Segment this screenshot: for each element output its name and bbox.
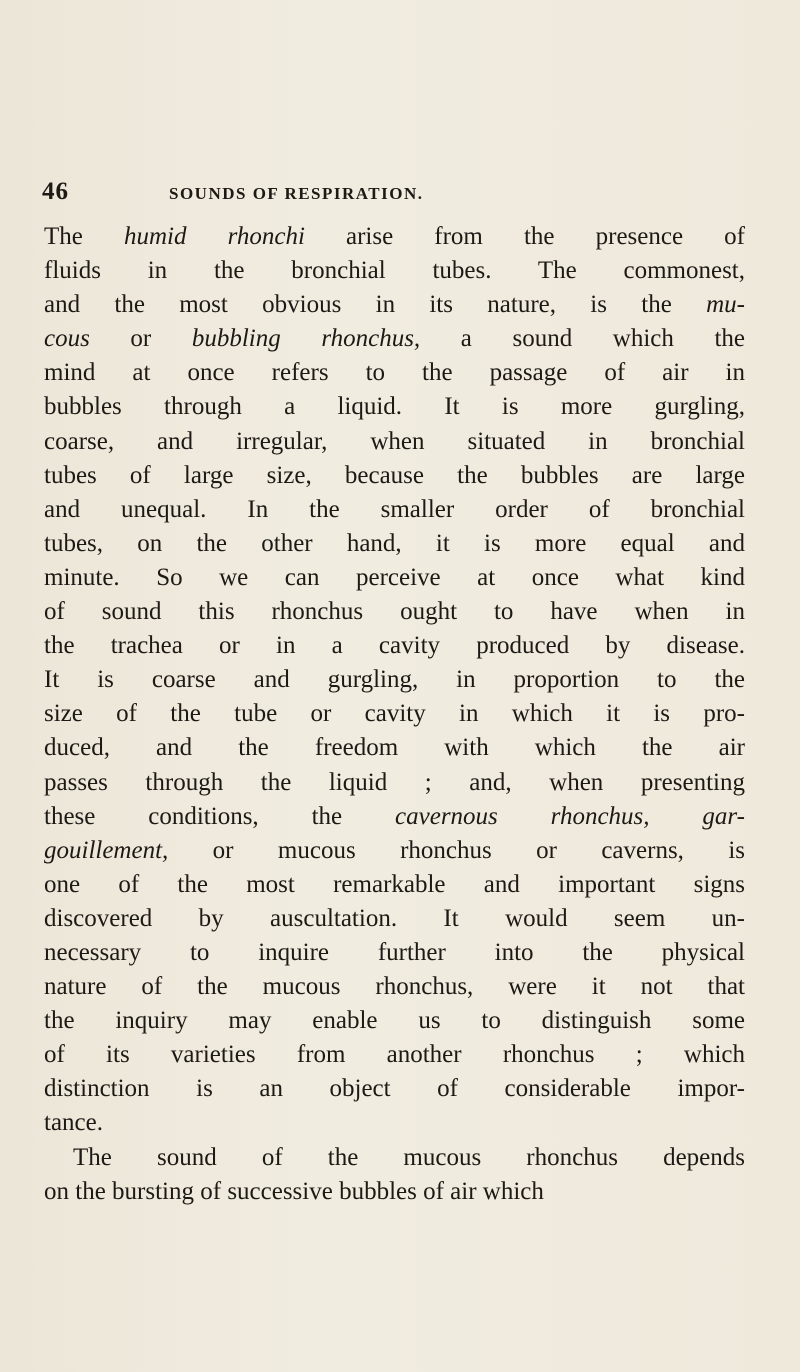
text-line: [44, 868, 745, 902]
text-line: [44, 356, 745, 390]
text-line: [44, 663, 745, 697]
text-run: minute. So we can perceive at once what kind: [44, 563, 745, 591]
text-line: [44, 766, 745, 800]
text-run: necessary to inquire further into the physical: [44, 938, 745, 966]
text-line: [44, 1141, 745, 1175]
text-line: [44, 834, 745, 868]
text-run: mind at once refers to the passage of air in: [44, 359, 745, 387]
text-line: [44, 1072, 745, 1106]
text-line: [44, 629, 745, 663]
text-line: [44, 390, 745, 424]
text-run: these conditions, the: [44, 802, 396, 830]
text-line: [44, 697, 745, 731]
italic-term: cavernous rhonchus, gar-: [395, 802, 745, 830]
text-line: [44, 425, 745, 459]
running-head: SOUNDS OF RESPIRATION.: [169, 184, 424, 203]
text-run: a sound which the: [420, 325, 745, 353]
text-run: fluids in the bronchial tubes. The commonest,: [44, 257, 745, 285]
text-line: [44, 459, 745, 493]
text-run: tubes of large size, because the bubbles are large: [44, 461, 745, 489]
text-run: or mucous rhonchus or caverns, is: [168, 836, 745, 864]
text-run: one of the most remarkable and important signs: [44, 870, 745, 898]
text-line: [44, 936, 745, 970]
text-run: size of the tube or cavity in which it is pro-: [44, 700, 745, 728]
page-number: 46: [42, 178, 69, 205]
text-run: arise from the presence of: [304, 223, 745, 250]
text-line: [44, 970, 745, 1004]
text-line: [44, 527, 745, 561]
body-text: [44, 220, 745, 1209]
text-line: [44, 800, 745, 834]
text-line: [44, 561, 745, 595]
italic-term: bubbling rhonchus,: [191, 325, 421, 353]
page-header: [42, 178, 742, 208]
text-run: of its varieties from another rhonchus ; which: [44, 1041, 745, 1069]
text-line: [44, 493, 745, 527]
text-run: discovered by auscultation. It would seem un-: [44, 904, 745, 932]
text-run: the inquiry may enable us to distinguish some: [44, 1007, 745, 1035]
text-line: [44, 220, 745, 254]
text-run: on the bursting of successive bubbles of air which: [44, 1177, 544, 1205]
text-line: [44, 322, 745, 356]
text-line: [44, 1106, 745, 1140]
text-line: [44, 1004, 745, 1038]
text-line: [44, 902, 745, 936]
text-line: [44, 288, 745, 322]
text-run: and the most obvious in its nature, is the: [44, 291, 707, 319]
text-run: or: [89, 325, 192, 353]
text-run: distinction is an object of considerable impor-: [44, 1075, 745, 1103]
text-run: of sound this rhonchus ought to have when in: [44, 598, 745, 626]
text-run: duced, and the freedom with which the air: [44, 734, 745, 762]
text-run: passes through the liquid ; and, when presenting: [44, 768, 745, 796]
text-run: bubbles through a liquid. It is more gurgling,: [44, 393, 745, 421]
text-run: It is coarse and gurgling, in proportion to the: [44, 666, 745, 694]
italic-term: humid rhonchi: [123, 223, 305, 250]
text-line: [44, 1175, 745, 1209]
italic-term: cous: [44, 325, 90, 353]
text-line: [44, 1038, 745, 1072]
text-run: the trachea or in a cavity produced by disease.: [44, 632, 745, 660]
text-line: [44, 731, 745, 765]
text-line: [44, 254, 745, 288]
text-line: [44, 595, 745, 629]
text-run: and unequal. In the smaller order of bronchial: [44, 495, 745, 523]
text-run: coarse, and irregular, when situated in bronchial: [44, 427, 745, 455]
text-run: tance.: [44, 1109, 103, 1137]
italic-term: gouillement,: [44, 836, 169, 864]
italic-term: mu-: [706, 291, 745, 319]
text-run: The: [44, 223, 124, 250]
text-run: The sound of the mucous rhonchus depends: [73, 1143, 745, 1171]
text-run: nature of the mucous rhonchus, were it not that: [44, 973, 745, 1001]
text-run: tubes, on the other hand, it is more equal and: [44, 529, 745, 557]
